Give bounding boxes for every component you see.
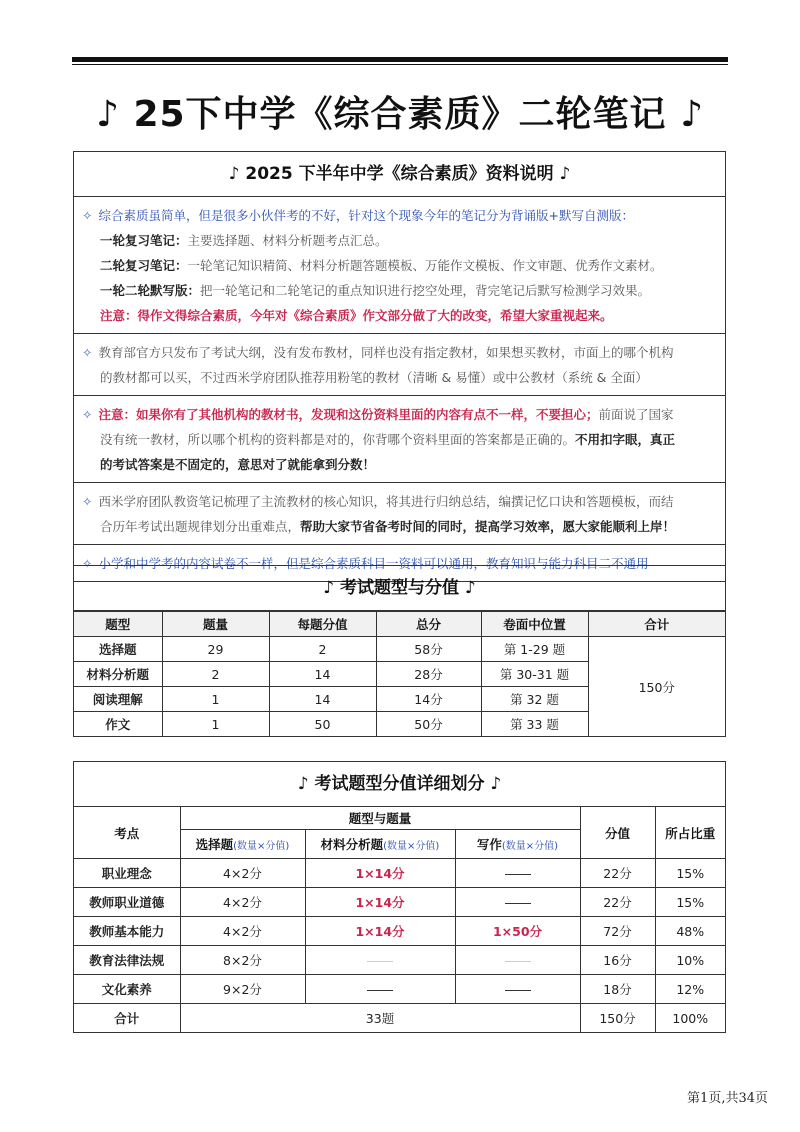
col-essay	[455, 830, 580, 859]
cell: 第 33 题	[481, 712, 588, 737]
table-header-row	[74, 807, 725, 830]
col-note: (数量×分值)	[383, 841, 440, 852]
col-essay-label: 写作	[476, 837, 502, 852]
total-cell: 150分	[588, 637, 725, 737]
cell: 9×2分	[180, 975, 305, 1004]
cell: 58分	[376, 637, 481, 662]
cell: 作文	[74, 712, 162, 737]
dash	[505, 874, 531, 875]
intro-s3-line2a: 没有统一教材，所以哪个机构的资料都是对的，你背哪个资料里面的答案都是正确的。	[100, 432, 576, 447]
text-round2: 一轮笔记知识精简、材料分析题答题模板、万能作文模板、作文审题、优秀作文素材。	[187, 258, 663, 273]
cell	[305, 946, 455, 975]
cell: 合计	[74, 1004, 180, 1033]
table-row	[74, 859, 725, 888]
dash	[367, 990, 393, 991]
col-position: 卷面中位置	[481, 612, 588, 637]
table-row	[74, 888, 725, 917]
cell: 16分	[580, 946, 655, 975]
col-count: 题量	[162, 612, 269, 637]
exam-types-table	[74, 611, 725, 736]
diamond-icon: ✧	[82, 556, 93, 571]
intro-box	[73, 151, 726, 582]
intro-s4-line2b: 帮助大家节省备考时间的同时，提高学习效率，愿大家能顺利上岸！	[300, 519, 676, 534]
intro-s3-line1b: 前面说了国家	[598, 407, 674, 422]
cell: 72分	[580, 917, 655, 946]
cell: 1×50分	[455, 917, 580, 946]
cell	[455, 975, 580, 1004]
diamond-icon: ✧	[82, 208, 93, 223]
cell: 1	[162, 712, 269, 737]
cell: 29	[162, 637, 269, 662]
cell: 1	[162, 687, 269, 712]
top-rule-thin	[72, 64, 728, 65]
exam-types-heading: ♪ 考试题型与分值 ♪	[74, 566, 725, 611]
cell: 阅读理解	[74, 687, 162, 712]
col-group: 题型与题量	[180, 807, 580, 830]
cell: 14	[269, 687, 376, 712]
label-round1: 一轮复习笔记：	[100, 233, 188, 248]
exam-types-box	[73, 565, 726, 737]
col-ratio: 所占比重	[655, 807, 725, 859]
cell	[305, 975, 455, 1004]
diamond-icon: ✧	[82, 494, 93, 509]
cell: 1×14分	[305, 888, 455, 917]
note-essay: 注意：得作文得综合素质，今年对《综合素质》作文部分做了大的改变，希望大家重视起来。	[100, 308, 613, 323]
col-sum: 合计	[588, 612, 725, 637]
intro-section-1	[74, 197, 725, 334]
intro-s2-line1: 教育部官方只发布了考试大纲，没有发布教材，同样也没有指定教材，如果想买教材，市面上的哪个机构	[98, 345, 674, 360]
dash	[367, 961, 393, 962]
table-row	[74, 946, 725, 975]
intro-heading: ♪ 2025 下半年中学《综合素质》资料说明 ♪	[74, 152, 725, 197]
cell: 第 32 题	[481, 687, 588, 712]
cell: 22分	[580, 859, 655, 888]
top-rule-thick	[72, 57, 728, 62]
cell: 28分	[376, 662, 481, 687]
cell: 15%	[655, 859, 725, 888]
cell: 教育法律法规	[74, 946, 180, 975]
intro-section-3	[74, 396, 725, 483]
cell: 150分	[580, 1004, 655, 1033]
page-title: ♪ 25下中学《综合素质》二轮笔记 ♪	[95, 94, 705, 135]
cell	[455, 946, 580, 975]
intro-s2-line2: 的教材都可以买，不过西米学府团队推荐用粉笔的教材（清晰 & 易懂）或中公教材（系统 & 全面）	[100, 370, 648, 385]
col-unit-score: 每题分值	[269, 612, 376, 637]
cell: 文化素养	[74, 975, 180, 1004]
cell	[455, 859, 580, 888]
cell: 选择题	[74, 637, 162, 662]
cell: 12%	[655, 975, 725, 1004]
cell: 第 1-29 题	[481, 637, 588, 662]
text-round1: 主要选择题、材料分析题考点汇总。	[187, 233, 388, 248]
cell: 48%	[655, 917, 725, 946]
cell: 18分	[580, 975, 655, 1004]
cell: 教师基本能力	[74, 917, 180, 946]
table-header-row	[74, 612, 725, 637]
cell: 50	[269, 712, 376, 737]
label-round2: 二轮复习笔记：	[100, 258, 188, 273]
intro-s4-line2a: 合历年考试出题规律划分出重难点，	[100, 519, 301, 534]
cell: 33题	[180, 1004, 580, 1033]
intro-section-2	[74, 334, 725, 396]
table-total-row	[74, 1004, 725, 1033]
col-type: 题型	[74, 612, 162, 637]
col-score: 分值	[580, 807, 655, 859]
diamond-icon: ✧	[82, 345, 93, 360]
dash	[505, 903, 531, 904]
score-detail-heading: ♪ 考试题型分值详细划分 ♪	[74, 762, 725, 807]
col-choice	[180, 830, 305, 859]
table-row	[74, 637, 725, 662]
cell: 100%	[655, 1004, 725, 1033]
col-total: 总分	[376, 612, 481, 637]
cell: 4×2分	[180, 888, 305, 917]
col-note: (数量×分值)	[501, 841, 559, 852]
cell: 第 30-31 题	[481, 662, 588, 687]
score-detail-box	[73, 761, 726, 1033]
dash	[505, 961, 531, 962]
col-choice-label: 选择题	[195, 837, 234, 852]
dash	[505, 990, 531, 991]
intro-s3-line3: 的考试答案是不固定的，意思对了就能拿到分数！	[100, 457, 376, 472]
cell: 2	[269, 637, 376, 662]
cell: 1×14分	[305, 917, 455, 946]
table-row	[74, 917, 725, 946]
page-number: 第1页,共34页	[687, 1091, 768, 1106]
cell: 职业理念	[74, 859, 180, 888]
score-detail-table	[74, 807, 725, 1032]
intro-s3-line1a: 注意：如果你有了其他机构的教材书，发现和这份资料里面的内容有点不一样，不要担心；	[98, 407, 599, 422]
intro-s3-line2b: 不用扣字眼，真正	[575, 432, 676, 447]
col-material	[305, 830, 455, 859]
cell: 1×14分	[305, 859, 455, 888]
cell: 材料分析题	[74, 662, 162, 687]
cell: 8×2分	[180, 946, 305, 975]
cell: 14分	[376, 687, 481, 712]
cell: 2	[162, 662, 269, 687]
cell: 22分	[580, 888, 655, 917]
cell: 4×2分	[180, 859, 305, 888]
cell: 15%	[655, 888, 725, 917]
diamond-icon: ✧	[82, 407, 93, 422]
col-note: (数量×分值)	[233, 841, 290, 852]
col-point: 考点	[74, 807, 180, 859]
intro-s1-line1: 综合素质虽简单，但是很多小伙伴考的不好，针对这个现象今年的笔记分为背诵版+默写自测版：	[98, 208, 634, 223]
cell: 教师职业道德	[74, 888, 180, 917]
label-dictation: 一轮二轮默写版：	[100, 283, 201, 298]
intro-s4-line1: 西米学府团队教资笔记梳理了主流教材的核心知识，将其进行归纳总结，编撰记忆口诀和答题模板，而结	[98, 494, 674, 509]
cell: 10%	[655, 946, 725, 975]
cell: 50分	[376, 712, 481, 737]
cell: 14	[269, 662, 376, 687]
intro-s5-line1: 小学和中学考的内容试卷不一样，但是综合素质科目一资料可以通用，教育知识与能力科目二不通用	[98, 556, 649, 571]
text-dictation: 把一轮笔记和二轮笔记的重点知识进行挖空处理，背完笔记后默写检测学习效果。	[200, 283, 651, 298]
col-material-label: 材料分析题	[320, 837, 384, 852]
cell: 4×2分	[180, 917, 305, 946]
table-row	[74, 975, 725, 1004]
cell	[455, 888, 580, 917]
intro-section-4	[74, 483, 725, 545]
